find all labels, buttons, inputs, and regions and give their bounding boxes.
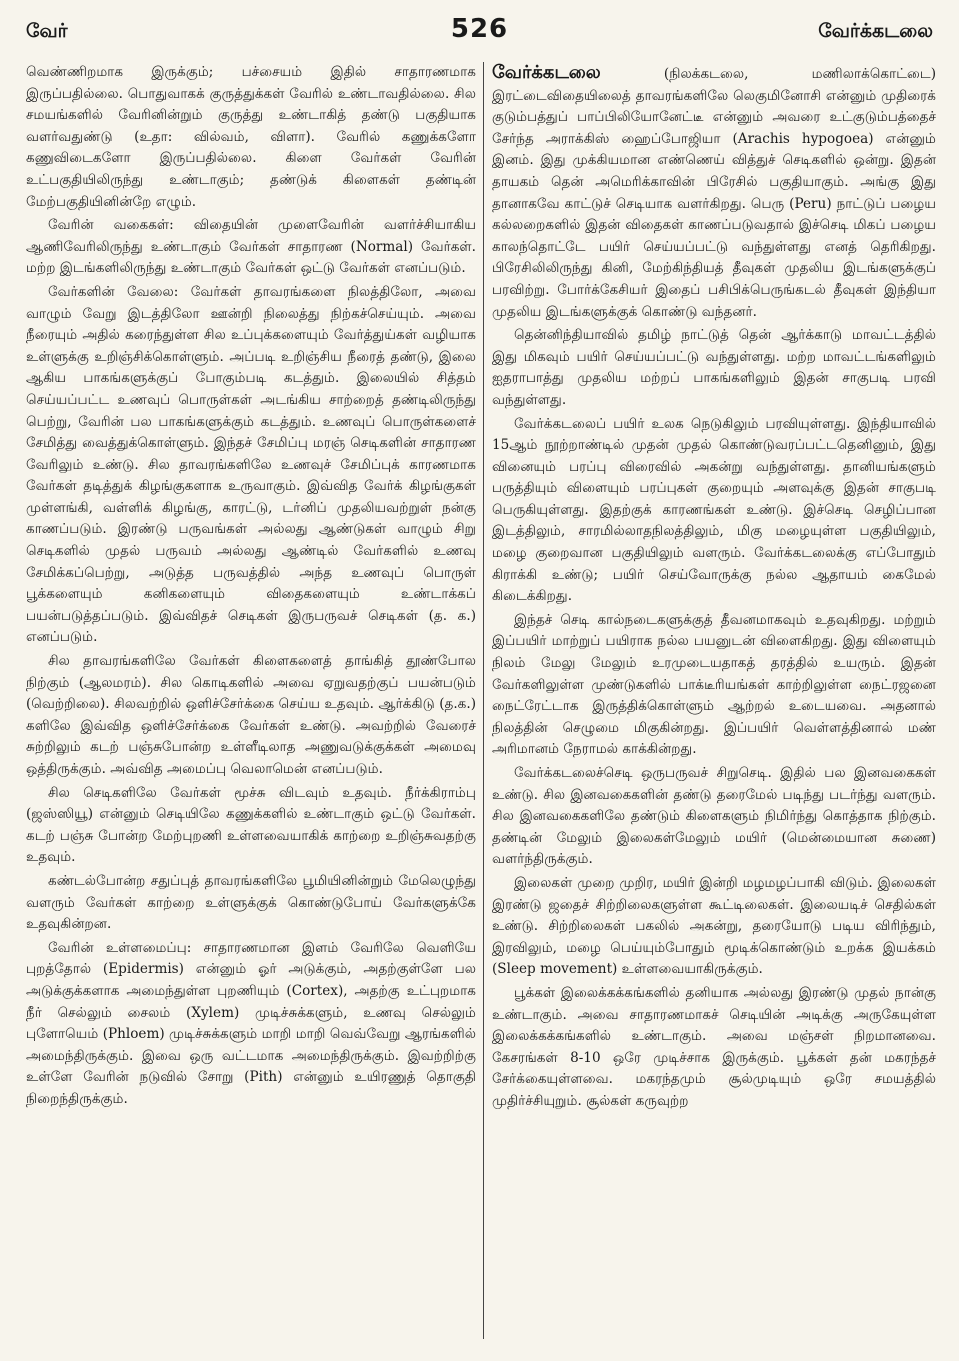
paragraph: இலைகள் முறை முறிர, மயிர் இன்றி மழமழப்பாகி விடும். இலைகள் இரண்டு ஜதைச் சிற்றிலைகளுள்ள கூட்டிலைகள். இலையடிச் செதில்கள் உண்டு. சிற்றிலைகள் பகலில் அகன்று, தரையோடு படிய விரிந்தும், இரவிலும், மழை பெய்யும்போதும் மூடிக்கொண்டும் உறக்க இயக்கம் (Sleep movement) உள்ளவையாகிருக்கும். [492,874,936,978]
entry-title: வேர்க்கடலை [492,62,601,83]
left-column [26,62,476,1343]
page-header [22,14,937,48]
paragraph: வேர்களின் வேலை: வேர்கள் தாவரங்களை நிலத்திலோ, அவை வாழும் வேறு இடத்திலோ ஊன்றி நிலைத்து நிற்கச்செய்யும். அவை நீரையும் அதில் கரைந்துள்ள சில உப்புக்களையும் வேர்த்துய்கள் வழியாக உள்ளுக்கு உறிஞ்சிக்கொள்ளும். அப்படி உறிஞ்சிய நீரைத் தண்டு, இலை ஆகிய பாகங்களுக்குப் போகும்படி கடத்தும். இலையில் சித்தம் செய்யப்பட்ட உணவுப் பொருள்கள் அடங்கிய சாற்றைத் தண்டிலிருந்து பெற்று, வேரின் பல பாகங்களுக்கும் கடத்தும். உணவுப் பொருள்களைச் சேமித்து வைத்துக்கொள்ளும். இந்தச் சேமிப்பு மரஞ் செடிகளின் சாதாரண வேரிலும் உண்டு. சில தாவரங்களிலே உணவுச் சேமிப்புக் காரணமாக வேர்கள் தடித்துக் கிழங்குகளாக உருவாகும். இவ்வித வேர்க் கிழங்குகள் முள்ளங்கி, வள்ளிக் கிழங்கு, காரட்டு, டர்னிப் முதலியவற்றுள் நன்கு காணப்படும். இரண்டு பருவங்கள் அல்லது ஆண்டுகள் வாழும் சிறு செடிகளில் முதல் பருவம் அல்லது ஆண்டில் வேர்களில் உணவு சேமிக்கப்பெற்று, அடுத்த பருவத்தில் அந்த உணவுப் பொருள் பூக்களையும் கனிகளையும் விதைகளையும் உண்டாக்கப் பயன்படுத்தப்படும். இவ்விதச் செடிகள் இருபருவச் செடிகள் (த. க.) எனப்படும். [26,283,476,646]
column-divider [483,62,484,1339]
paragraph: வேரின் உள்ளமைப்பு: சாதாரணமான இளம் வேரிலே வெளியே புறத்தோல் (Epidermis) என்னும் ஓர் அடுக்கும், அதற்குள்ளே பல அடுக்குக்களாக அமைந்துள்ள புறணியும் (Cortex), அதற்கு உட்புறமாக நீர் செல்லும் சைலம் (Xylem) முடிச்சுக்களும், உணவு செல்லும் புளோயெம் (Phloem) முடிச்சுக்களும் மாறி மாறி வெவ்வேறு ஆரங்களில் அமைந்திருக்கும். இவை ஒரு வட்டமாக அமைந்திருக்கும். இவற்றிற்கு உள்ளே வேரின் நடுவில் சோறு (Pith) என்னும் உயிரணுத் தொகுதி நிறைந்திருக்கும். [26,939,476,1107]
paragraph: வேர்க்கடலைச்செடி ஒருபருவச் சிறுசெடி. இதில் பல இனவகைகள் உண்டு. சில இனவகைகளின் தண்டு தரைமேல் படிந்து படர்ந்து வளரும். சில இனவகைகளிலே தண்டும் கிளைகளும் நிமிர்ந்து கொத்தாக நிற்கும். தண்டின் மேலும் இலைகள்மேலும் மயிர் (மென்மையான சுணை) வளர்ந்திருக்கும். [492,765,936,868]
entry-lead [492,62,936,323]
paragraph: இரட்டைவிதையிலைத் தாவரங்களிலே லெகுமினோசி என்னும் முதிரைக் குடும்பத்துப் பாப்பிலியோனேட்டீ என்னும் அவரை உட்குடும்பத்தைச் சேர்ந்த அராக்கிஸ் ஹைப்போஜியா (Arachis hypogoea) என்னும் இனம். இது முக்கியமான எண்ணெய் வித்துச் செடிகளில் ஒன்று. இதன் தாயகம் தென் அமெரிக்காவின் பிரேசில் பகுதியாகும். அங்கு இது தானாகவே காட்டுச் செடியாக வளர்கிறது. பெரு (Peru) நாட்டுப் பழைய கல்லறைகளில் இதன் விதைகள் காணப்படுவதால் இச்செடி மிகப் பழைய காலந்தொட்டே பயிர் செய்யப்பட்டு வந்துள்ளது எனத் தெரிகிறது. பிரேசிலிலிருந்து கினி, மேற்கிந்தியத் தீவுகள் முதலிய இடங்களுக்குப் பரவிற்று. போர்க்கேசியர் இதைப் பசிபிக்பெருங்கடல் தீவுகள் இந்தியா முதலிய இடங்களுக்குக் கொண்டு வந்தனர். [492,87,936,320]
paragraph: கண்டல்போன்ற சதுப்புத் தாவரங்களிலே பூமியினின்றும் மேலெழுந்து வளரும் வேர்கள் காற்றை உள்ளுக்குக் கொண்டுபோய் வேர்களுக்கே உதவுகின்றன. [26,872,476,933]
paragraph: இந்தச் செடி கால்நடைகளுக்குத் தீவனமாகவும் உதவுகிறது. மற்றும் இப்பயிர் மாற்றுப் பயிராக நல்ல பயனுடன் விளைகிறது. இது விளையும் நிலம் மேலு மேலும் உரமுடையதாகத் தரத்தில் உயரும். இதன் வேர்களிலுள்ள முண்டுகளில் பாக்டீரியங்கள் காற்றிலுள்ள நைட்ரஜனை நைட்ரேட்டாக இருத்திக்கொள்ளும் ஆற்றல் உடையவை. அதனால் நிலத்தின் செழுமை மிகுகின்றது. இப்பயிர் வெள்ளத்தினால் மண் அரிமானம் நேராமல் காக்கின்றது. [492,611,936,758]
entry-alt-names: (நிலக்கடலை, மணிலாக்கொட்டை) [663,66,936,82]
running-head-right: வேர்க்கடலை [818,20,933,42]
paragraph: வேர்க்கடலைப் பயிர் உலக நெடுகிலும் பரவியுள்ளது. இந்தியாவில் 15ஆம் நூற்றாண்டில் முதன் முதல் கொண்டுவரப்பட்டதெனினும், இது வினையும் பரப்பு விரைவில் அகன்று வந்துள்ளது. தானியங்களும் பருத்தியும் விளையும் பரப்புகள் குறையும் அளவுக்கு இதன் சாகுபடி பெருகியுள்ளது. இதற்குக் காரணங்கள் உண்டு. இச்செடி செழிப்பான இடத்திலும், சாரமில்லாதநிலத்திலும், மிகு மழையுள்ள பகுதியிலும், மழை குறைவான பகுதியிலும் வளரும். வேர்க்கடலைக்கு எப்போதும் கிராக்கி உண்டு; பயிர் செய்வோருக்கு நல்ல ஆதாயம் கைமேல் கிடைக்கிறது. [492,415,936,605]
right-column [492,62,936,1343]
paragraph: சில செடிகளிலே வேர்கள் மூச்சு விடவும் உதவும். நீர்க்கிராம்பு (ஜஸ்ஸியூ) என்னும் செடியிலே கணுக்களில் உண்டாகும் ஒட்டு வேர்கள். கடற் பஞ்சு போன்ற மேற்புறணி உள்ளவையாகிக் காற்றை உறிஞ்சுவதற்கு உதவும். [26,784,476,866]
paragraph: சில தாவரங்களிலே வேர்கள் கிளைகளைத் தாங்கித் தூண்போல நிற்கும் (ஆலமரம்). சில கொடிகளில் அவை ஏறுவதற்குப் பயன்படும் (வெற்றிலை). சிலவற்றில் ஒளிச்சேர்க்கை செய்ய உதவும். ஆர்க்கிடு (த.க.) களிலே இவ்வித ஒளிச்சேர்க்கை வேர்கள் உண்டு. அவற்றில் வேரைச் சுற்றிலும் கடற் பஞ்சுபோன்ற உள்ளீடிலாத அணுவடுக்குக்கள் அமைவு ஒத்திருக்கும். அவ்வித அமைப்பு வெலாமென் எனப்படும். [26,653,476,777]
page-number: 526 [450,14,509,44]
running-head-left: வேர் [26,20,68,42]
paragraph: பூக்கள் இலைக்கக்கங்களில் தனியாக அல்லது இரண்டு முதல் நான்கு உண்டாகும். அவை சாதாரணமாகச் செடியின் அடிக்கு அருகேயுள்ள இலைக்கக்கங்களில் உண்டாகும். அவை மஞ்சள் நிறமானவை. கேசரங்கள் 8-10 ஒரே முடிச்சாக இருக்கும். பூக்கள் தன் மகரந்தச் சேர்க்கையுள்ளவை. மகரந்தமும் சூல்முடியும் ஒரே சமயத்தில் முதிர்ச்சியுறும். சூல்கள் கருவுற்ற [492,984,936,1109]
paragraph: வெண்ணிறமாக இருக்கும்; பச்சையம் இதில் சாதாரணமாக இருப்பதில்லை. பொதுவாகக் குருத்துக்கள் வேரில் உண்டாவதில்லை. சில சமயங்களில் வேரினின்றும் குருத்து உண்டாகித் தண்டு பகுதியாக வளர்வதுண்டு (உதா: வில்வம், விளா). வேரில் கணுக்களோ கணுவிடைகளோ இருப்பதில்லை. கிளை வேர்கள் வேரின் உட்பகுதியிலிருந்து உண்டாகும்; தண்டுக் கிளைகள் தண்டின் மேற்பகுதியினின்றே எழும். [26,64,476,210]
paragraph: தென்னிந்தியாவில் தமிழ் நாட்டுத் தென் ஆர்க்காடு மாவட்டத்தில் இது மிகவும் பயிர் செய்யப்பட்டு வந்துள்ளது. மற்ற மாவட்டங்களிலும் ஐதராபாத்து முதலிய மற்றப் பாகங்களிலும் இதன் சாகுபடி பரவி வந்துள்ளது. [492,327,936,408]
paragraph: வேரின் வகைகள்: விதையின் முளைவேரின் வளர்ச்சியாகிய ஆணிவேரிலிருந்து உண்டாகும் வேர்கள் சாதாரண (Normal) வேர்கள். மற்ற இடங்களிலிருந்து உண்டாகும் வேர்கள் ஒட்டு வேர்கள் எனப்படும். [26,217,476,277]
